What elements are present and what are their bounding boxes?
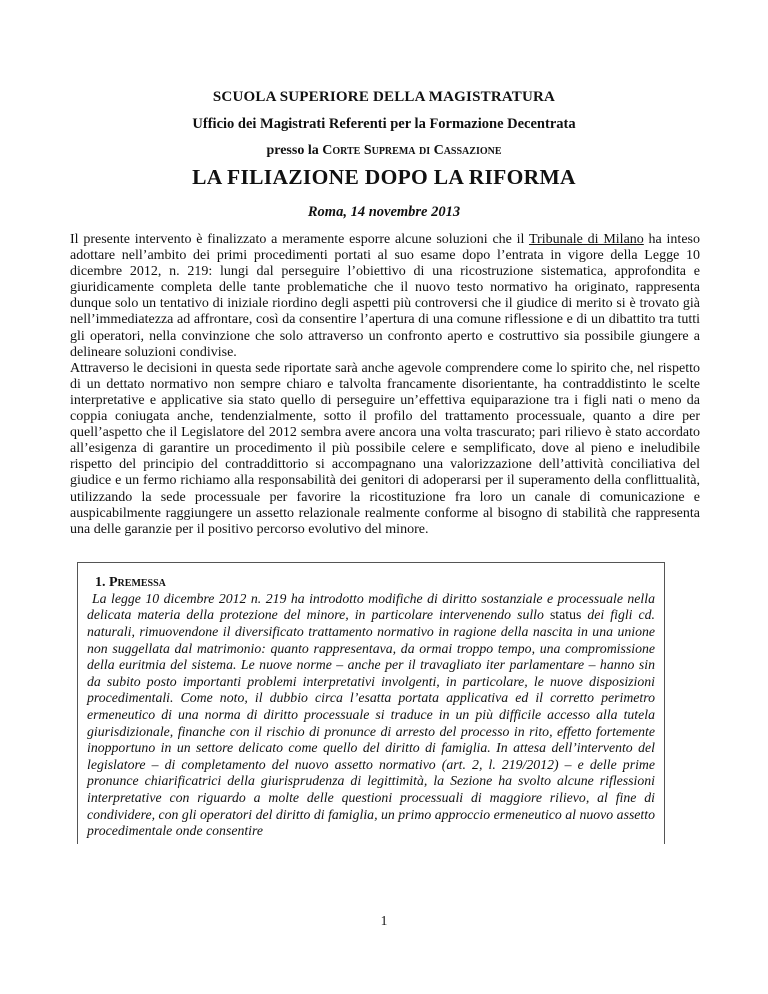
office-name: Ufficio dei Magistrati Referenti per la Formazione Decentrata	[192, 116, 576, 132]
document-header	[0, 0, 768, 221]
court-name: Corte Suprema di Cassazione	[322, 143, 502, 158]
premessa-section-box	[77, 562, 665, 844]
section-title: Premessa	[109, 574, 166, 590]
status-term: status	[549, 607, 582, 623]
court-line-prefix: presso la	[266, 143, 323, 158]
premessa-paragraph	[87, 591, 655, 840]
page-number: 1	[380, 913, 388, 928]
premessa-text-start: La legge 10 dicembre 2012 n. 219 ha introdotto modifiche di diritto sostanziale e processuale nella delicata materia della protezione del minore, in particolare intervenendo sullo	[87, 590, 655, 623]
court-line	[0, 142, 768, 159]
tribunale-milano-reference: Tribunale di Milano	[528, 232, 644, 247]
premessa-text-rest: dei figli cd. naturali, rimuovendone il diversificato trattamento normativo in ragione della nascita in una unione non suggellata dal matrimonio: quanto rappresentava, da ormai troppo tempo, una compromissione della euritmia del sistema. Le nuove norme – anche per il travagliato iter parlamentare – hanno sin da subito posto importanti problemi interpretativi involgenti, in particolare, le nuove disposizioni procedimentali. Come noto, il dubbio circa l’esatta portata applicativa ed il corretto perimetro ermeneutico di una norma di diritto processuale si traduce in un più difficile accesso alla tutela giurisdizionale, finanche con il rischio di pronunce di arresto del processo in rito, effetto fortemente inopportuno in un settore delicato come quello del diritto di famiglia. In attesa dell’intervento del legislatore – di completamento del nuovo assetto normativo (art. 2, l. 219/2012) – e delle prime pronunce chiarificatrici della giurisprudenza di legittimità, la Sezione ha svolto alcune riflessioni interpretative con riguardo a molte delle questioni processuali di maggiore rilievo, al fine di condividere, con gli operatori del diritto di famiglia, un primo approccio ermeneutico al nuovo assetto procedimentale onde consentire	[87, 607, 655, 839]
section-number: 1.	[95, 574, 109, 590]
paragraph-spirito: Attraverso le decisioni in questa sede riportate sarà anche agevole comprendere come lo spirito che, nel rispetto di un dettato normativo non sempre chiaro e talvolta francamente disorientante, ha contraddistinto le scelte interpretative e applicative sia stato quello di perseguire un’effettiva equiparazione tra i figli nati o meno da coppia coniugata anche, tendenzialmente, sotto il profilo del trattamento processuale, quanto a dire per quell’aspetto che il Legislatore del 2012 sembra avere ancora una volta trascurato; pari rilievo è stato accordato all’esigenza di garantire un procedimento il più possibile celere e semplificato, dove al pieno e ineludibile rispetto del principio del contraddittorio si accompagnano una valorizzazione dell’attività conciliativa del giudice e un fermo richiamo alla responsabilità dei genitori di adoperarsi per il superamento della conflittualità, utilizzando la sede processuale per favorire la ricostituzione fra loro un canale di comunicazione e auspicabilmente raggiungere un assetto relazionale realmente conforme al bisogno di stabilità che rappresenta una delle garanzie per il positivo percorso evolutivo del minore.	[70, 360, 700, 537]
paragraph-intro-start: Il presente intervento è finalizzato a meramente esporre alcune soluzioni che il	[70, 232, 529, 247]
institution-name: SCUOLA SUPERIORE DELLA MAGISTRATURA	[212, 89, 556, 105]
paragraph-intro	[70, 232, 700, 361]
document-body	[70, 232, 700, 844]
document-title: LA FILIAZIONE DOPO LA RIFORMA	[192, 165, 576, 189]
document-date: Roma, 14 novembre 2013	[307, 204, 461, 220]
section-heading	[87, 574, 655, 591]
paragraph-intro-rest: ha inteso adottare nell’ambito dei primi procedimenti portati al suo esame dopo l’entrata in vigore della Legge 10 dicembre 2012, n. 219: lungi dal perseguire l’obiettivo di una ricostruzione sistematica, approfondita e giuridicamente completa delle tante problematiche che il nuovo testo normativo ha originato, rappresenta dunque solo un tentativo di iniziale riordino degli aspetti più controversi che il giudice di merito si è trovato già nell’immediatezza ad affrontare, così da consentire l’apertura di una comune riflessione e di un dibattito tra tutti gli operatori, nella convinzione che solo attraverso un confronto aperto e costruttivo sia possibile giungere a delineare soluzioni condivise.	[70, 232, 700, 360]
